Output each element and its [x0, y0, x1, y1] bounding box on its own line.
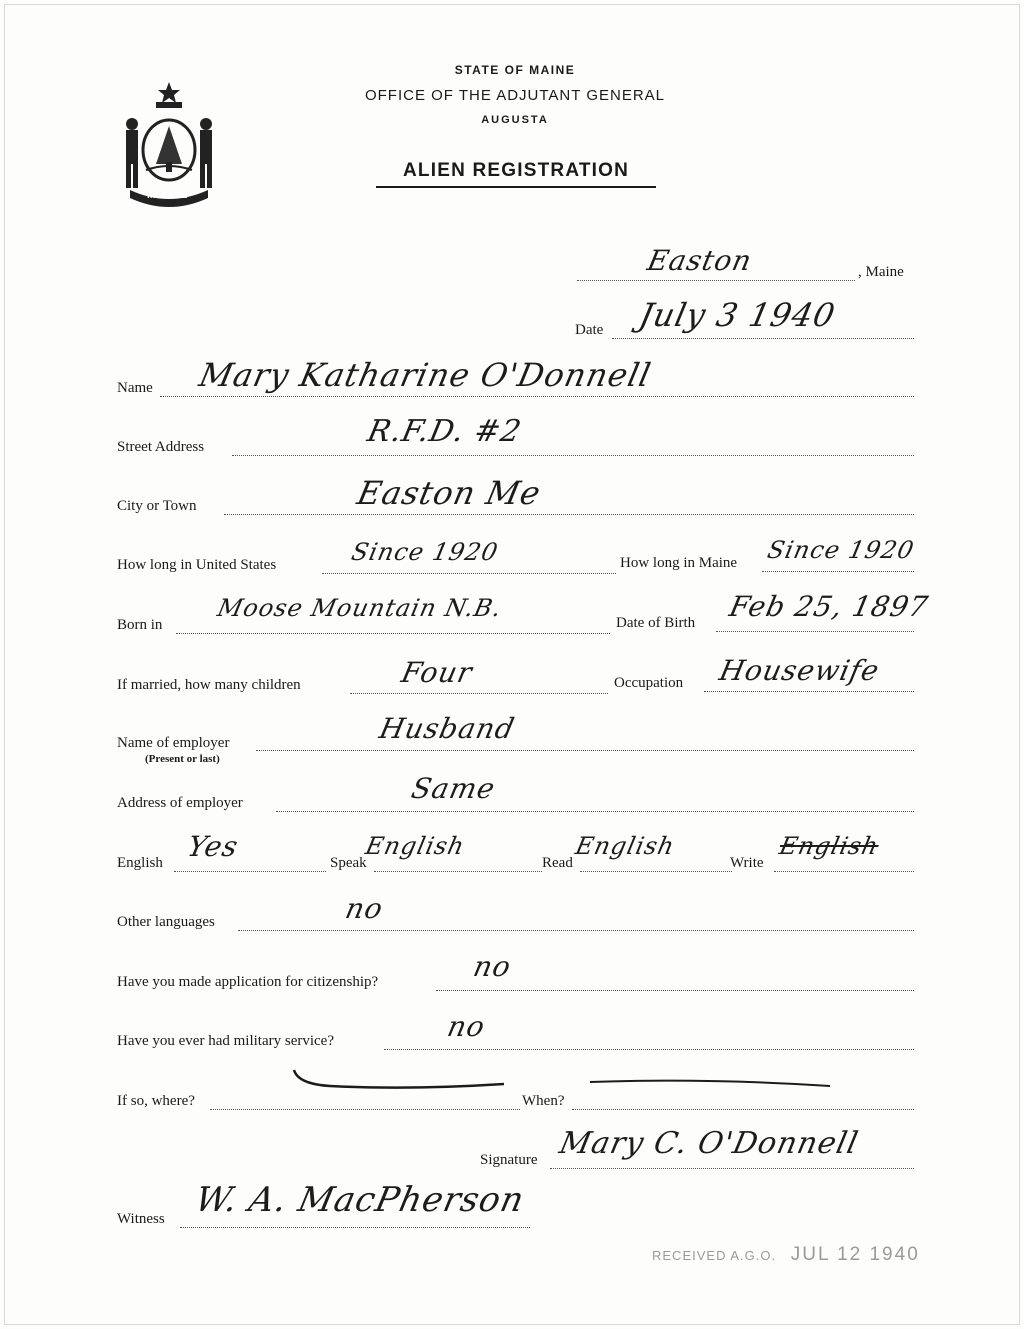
occupation-entry: Housewife — [716, 654, 883, 687]
employer-address-line — [276, 811, 914, 812]
employer-entry: Husband — [376, 712, 518, 745]
maine-label: , Maine — [858, 264, 904, 280]
employer-line — [256, 750, 914, 751]
maine-years-line — [762, 571, 914, 572]
write-line — [774, 871, 914, 872]
witness-label: Witness — [117, 1211, 165, 1227]
born-in-line — [176, 633, 610, 634]
born-in-label: Born in — [117, 617, 163, 633]
city-line — [224, 514, 914, 515]
name-label: Name — [117, 380, 153, 396]
other-languages-entry: no — [342, 892, 387, 925]
maine-years-entry: Since 1920 — [765, 536, 917, 564]
military-label: Have you ever had military service? — [117, 1033, 334, 1049]
read-label: Read — [542, 855, 573, 871]
town-entry: Easton — [644, 244, 756, 277]
date-line — [612, 338, 914, 339]
military-line — [384, 1049, 914, 1050]
english-label: English — [117, 855, 163, 871]
seal-label: MAINE — [147, 190, 190, 201]
citizenship-line — [436, 990, 914, 991]
stamp-label: RECEIVED A.G.O. — [652, 1248, 777, 1263]
other-languages-label: Other languages — [117, 914, 215, 930]
occupation-label: Occupation — [614, 675, 684, 691]
where-label: If so, where? — [117, 1093, 195, 1109]
header-office: OFFICE OF THE ADJUTANT GENERAL — [364, 87, 666, 104]
read-entry: English — [573, 832, 678, 860]
witness-line — [180, 1227, 530, 1228]
dob-entry: Feb 25, 1897 — [726, 590, 932, 623]
header-city: AUGUSTA — [481, 114, 549, 126]
street-line — [232, 455, 914, 456]
speak-line — [374, 871, 542, 872]
state-seal-image — [116, 78, 222, 208]
signature-entry: Mary C. O'Donnell — [556, 1126, 862, 1161]
children-line — [350, 693, 608, 694]
name-line — [160, 396, 914, 397]
city-label: City or Town — [117, 498, 197, 514]
dob-label: Date of Birth — [616, 615, 696, 631]
military-entry: no — [444, 1010, 489, 1043]
where-line — [210, 1109, 520, 1110]
write-label: Write — [730, 855, 764, 871]
occupation-line — [704, 691, 914, 692]
english-entry: Yes — [184, 830, 242, 863]
header-state: STATE OF MAINE — [454, 63, 576, 77]
write-entry: English — [777, 832, 882, 860]
witness-entry: W. A. MacPherson — [191, 1180, 529, 1220]
us-years-label: How long in United States — [117, 557, 277, 573]
when-label: When? — [522, 1093, 565, 1109]
speak-label: Speak — [330, 855, 367, 871]
english-line — [174, 871, 326, 872]
signature-line — [550, 1168, 914, 1169]
date-label: Date — [575, 322, 604, 338]
name-entry: Mary Katharine O'Donnell — [195, 356, 655, 394]
signature-label: Signature — [480, 1152, 538, 1168]
citizenship-entry: no — [470, 950, 515, 983]
employer-sublabel: (Present or last) — [145, 753, 220, 765]
dob-line — [716, 631, 914, 632]
us-years-entry: Since 1920 — [349, 538, 501, 566]
street-label: Street Address — [117, 439, 205, 455]
children-label: If married, how many children — [117, 677, 301, 693]
employer-address-entry: Same — [408, 772, 499, 805]
when-dash-stroke — [586, 1074, 836, 1094]
us-years-line — [322, 573, 616, 574]
title-underline — [376, 186, 656, 188]
when-line — [572, 1109, 914, 1110]
city-entry: Easton Me — [353, 474, 545, 512]
speak-entry: English — [363, 832, 468, 860]
received-stamp — [652, 1244, 920, 1266]
maine-years-label: How long in Maine — [620, 555, 738, 571]
other-languages-line — [238, 930, 914, 931]
form-title: ALIEN REGISTRATION — [402, 160, 630, 181]
employer-label: Name of employer — [117, 735, 230, 751]
town-line — [577, 280, 855, 281]
date-entry: July 3 1940 — [635, 296, 839, 334]
citizenship-label: Have you made application for citizenship? — [117, 974, 379, 990]
street-entry: R.F.D. #2 — [364, 414, 525, 449]
read-line — [580, 871, 732, 872]
born-in-entry: Moose Mountain N.B. — [215, 594, 505, 622]
where-dash-stroke — [290, 1064, 510, 1094]
children-entry: Four — [398, 656, 476, 689]
employer-address-label: Address of employer — [117, 795, 243, 811]
stamp-date: JUL 12 1940 — [790, 1244, 920, 1265]
